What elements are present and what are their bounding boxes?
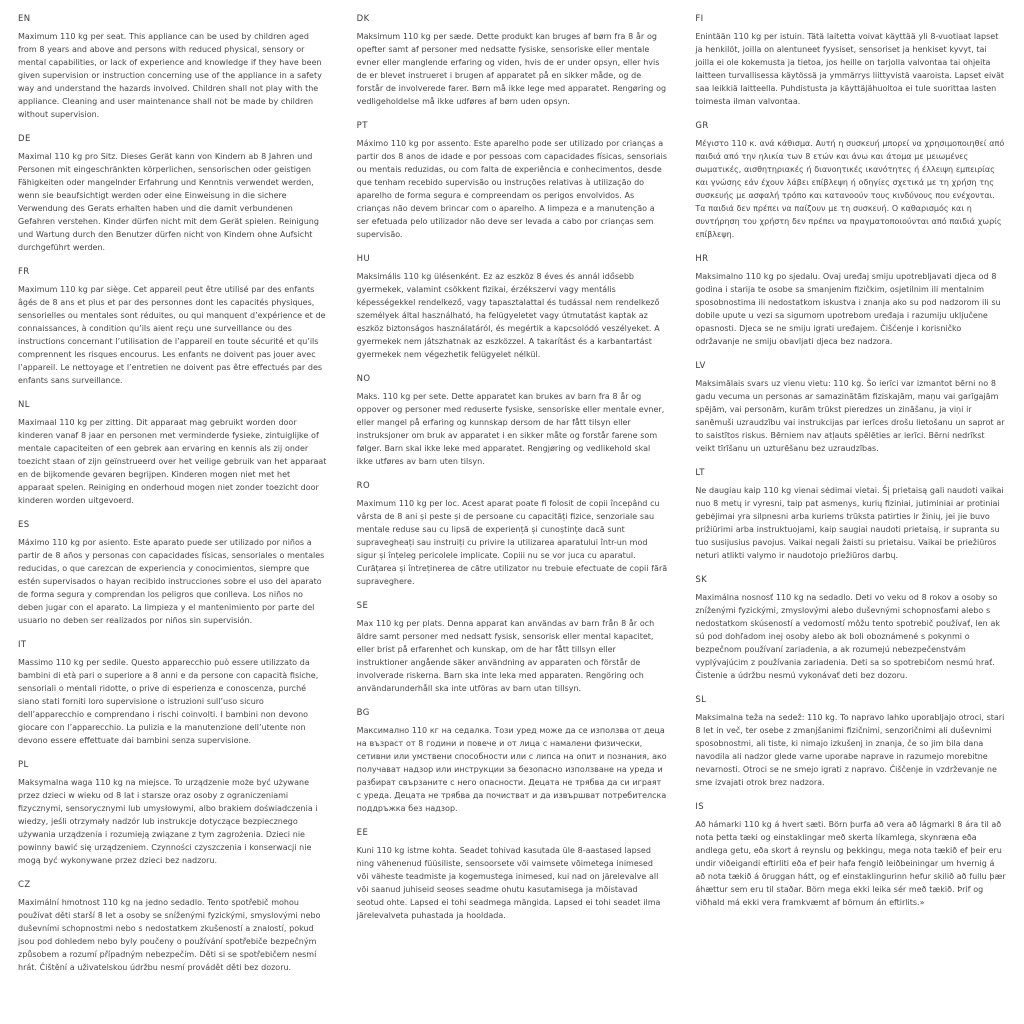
instruction-text: Maximum 110 kg per seat. This appliance can be used by children aged from 8 years and above and persons with reduced physical, sensory or mental capabilities, or lack of experience and knowledge if they have been given supervision or instruction concerning use of the appliance in a safety way and understand the hazards involved. Children shall not play with the appliance. Cleaning and user maintenance shall not be made by children without supervision. (18, 32, 322, 119)
language-code: BG (356, 708, 370, 718)
lang-section-se (357, 601, 668, 695)
language-code: HU (356, 254, 371, 264)
language-code: IT (18, 640, 27, 650)
lang-section-de (18, 134, 329, 254)
lang-section-dk (357, 14, 668, 108)
instruction-text: Maksimális 110 kg ülésenként. Ez az eszköz 8 éves és annál idősebb gyermekek, valamint csökkent fizikai, érzékszervi vagy mentális képességekkel rendelkező, vagy tapasztalattal és tudással nem rendelkező személyek által használható, ha felügyeletet vagy útmutatást kaptak az eszköz biztonságos használatáról, és megértik a kapcsolódó veszélyeket. A gyermekek nem játszhatnak az eszközzel. A takarítást és a karbantartást gyermekek nem végezhetik felügyelet nélkül. (356, 272, 660, 359)
instruction-text: Máximo 110 kg por assento. Este aparelho pode ser utilizado por crianças a partir dos 8 anos de idade e por pessoas com capacidades físicas, sensoriais ou mentais reduzidas, ou com falta de experiência e conhecimentos, desde que tenham recebido supervisão ou instruções relativas à utilização do aparelho de forma segura e compreendam os perigos envolvidos. As crianças não devem brincar com o aparelho. A limpeza e a manutenção a ser efetuada pelo utilizador não deve ser levada a cabo por crianças sem supervisão. (356, 139, 668, 239)
lang-section-nl (18, 400, 329, 507)
instruction-text: Maks. 110 kg per sete. Dette apparatet kan brukes av barn fra 8 år og oppover og personer med reduserte fysiske, sensoriske eller mentale evner, eller mangel på erfaring og kunnskap dersom de har fått tilsyn eller instruksjoner om bruk av apparatet i en sikker måte og forstår farene som følger. Barn skal ikke leke med apparatet. Rengjøring og vedlikehold skal ikke utføres av barn uten tilsyn. (356, 392, 665, 466)
instruction-text: Maximálna nosnosť 110 kg na sedadlo. Deti vo veku od 8 rokov a osoby so zníženými fyzickými, zmyslovými alebo duševnými schopnosťami alebo s nedostatkom skúseností a vedomostí môžu tento spotrebič používať, len ak sú pod dohľadom inej osoby alebo ak boli oboznámené s pokynmi o bezpečnom používaní zariadenia, a ak rozumejú nebezpečenstvám vyplývajúcim z používania zariadenia. Deti sa so spotrebičom nesmú hrať. Čistenie a údržbu nesmú vykonávať deti bez dozoru. (695, 593, 1000, 680)
instruction-text: Maksimalno 110 kg po sjedalu. Ovaj uređaj smiju upotrebljavati djeca od 8 godina i starija te osobe sa smanjenim fizičkim, osjetilnim ili mentalnim sposobnostima ili nedostatkom iskustva i znanja ako su pod nadzorom ili su dobile upute u vezi sa sigurnom upotrebom uređaja i razumiju uključene opasnosti. Djeca se ne smiju igrati uređajem. Čišćenje i korisničko održavanje ne smiju obavljati djeca bez nadzora. (695, 272, 1001, 346)
lang-section-hr (695, 254, 1006, 348)
language-code: SK (695, 575, 708, 585)
language-code: LV (695, 361, 706, 371)
lang-section-es (18, 520, 329, 627)
language-code: LT (695, 468, 705, 478)
language-code: SL (695, 695, 707, 705)
language-code: GR (695, 121, 709, 131)
language-code: RO (356, 481, 371, 491)
instruction-text: Maximum 110 kg par siège. Cet appareil peut être utilisé par des enfants âgés de 8 ans et plus et par des personnes dont les capacités physiques, sensorielles ou mentales sont réduites, ou qui manquent d’expérience et de connaissances, à condition qu’ils aient reçu une surveillance ou des instructions concernant l’utilisation de l’appareil en toute sécurité et qu’ils comprennent les risques encourus. Les enfants ne doivent pas jouer avec l’appareil. Le nettoyage et l’entretien ne doivent pas être effectués par des enfants sans surveillance. (18, 285, 326, 385)
lang-section-en (18, 14, 329, 121)
instruction-text: Maksymalna waga 110 kg na miejsce. To urządzenie może być używane przez dzieci w wieku od 8 lat i starsze oraz osoby z ograniczeniami fizycznymi, sensorycznymi lub umysłowymi, albo brakiem doświadczenia i wiedzy, jeśli otrzymały nadzór lub instrukcje dotyczące bezpiecznego używania urządzenia i rozumieją związane z tym zagrożenia. Dzieci nie powinny bawić się urządzeniem. Czynności czyszczenia i konserwacji nie mogą być wykonywane przez dzieci bez nadzoru. (18, 778, 318, 865)
lang-section-pt (357, 121, 668, 241)
lang-section-pl (18, 760, 329, 867)
instruction-text: Maksimālais svars uz vienu vietu: 110 kg. Šo ierīci var izmantot bērni no 8 gadu vecuma un personas ar samazinātām fiziskajām, maņu vai garīgajām spējām, vai personām, kurām trūkst pieredzes un zināšanu, ja viņi ir sanēmuši uzraudzību vai instrukcijas par ierīces drošu lietošanu un saprot ar to saistītos riskus. Bērniem nav atļauts spēlēties ar ierīci. Bērni nedrīkst veikt tīrīšanu un uzturēšanu bez uzraudzības. (695, 379, 1005, 453)
instruction-text: Enintään 110 kg per istuin. Tätä laitetta voivat käyttää yli 8-vuotiaat lapset ja henkilöt, joilla on alentuneet fyysiset, sensoriset ja henkiset kyvyt, tai joilla ei ole kokemusta ja tietoa, jos heille on tarjolla valvontaa tai ohjeita laitteen turvallisessa käytössä ja ymmärrys liittyvistä vaaroista. Lapset eivät saa leikkiä laitteella. Puhdistusta ja käyttäjähuoltoa ei tule suorittaa lasten toimesta ilman valvontaa. (695, 32, 1004, 106)
lang-section-ee (357, 828, 668, 922)
language-code: PT (356, 121, 368, 131)
lang-section-cz (18, 880, 329, 974)
language-code: CZ (18, 880, 31, 890)
instruction-text: Að hámarki 110 kg á hvert sæti. Börn þurfa að vera að lágmarki 8 ára til að nota þetta tæki og einstaklingar með skerta líkamlega, skynræna eða andlega getu, eða skort á reynslu og þekkingu, mega nota tækið ef þeir eru undir viðeigandi eftirliti eða ef þeir hafa fengið leiðbeiningar um hvernig á að nota tækið á öruggan hátt, og ef einstaklingurinn hefur skilið að fullu þær áhættur sem eru til staðar. Börn mega ekki leika sér með tækið. Þrif og viðhald má ekki vera framkvæmt af börnum án eftirlits.» (695, 820, 1006, 907)
column-2 (357, 14, 668, 935)
instruction-text: Ne daugiau kaip 110 kg vienai sėdimai vietai. Šį prietaisą gali naudoti vaikai nuo 8 metų ir vyresni, taip pat asmenys, kurių fiziniai, jutiminiai ar protiniai gebėjimai yra silpnesni arba kuriems trūksta patirties ir žinių, jei jie buvo prižiūrimi arba instruktuojami, kaip saugiai naudoti prietaisą, ir supranta su tuo susijusius pavojus. Vaikai negali žaisti su prietaisu. Vaikai be priežiūros neturi atlikti valymo ir naudotojo priežiūros darbų. (695, 486, 1004, 560)
instruction-text: Maximum 110 kg per loc. Acest aparat poate fi folosit de copii începând cu vârsta de 8 ani și peste și de persoane cu capacități fizice, senzoriale sau mentale reduse sau cu lipsă de experiență și cunoștințe dacă sunt supravegheați sau instruiți cu privire la utilizarea aparatului într-un mod sigur și înțeleg pericolele implicate. Copiii nu se vor juca cu aparatul. Curățarea și întreținerea de către utilizator nu trebuie efectuate de copii fără supraveghere. (356, 499, 668, 586)
lang-section-fi (695, 14, 1006, 108)
instruction-text: Максимално 110 кг на седалка. Този уред може да се използва от деца на възраст от 8 години и повече и от лица с намалени физически, сетивни или умствени способности или с липса на опит и познания, ако получават надзор или инструкции за безопасно използване на уреда и разбират свързаните с него опасности. Децата не трябва да си играят с уреда. Децата не трябва да почистват и да извършват потребителска поддръжка без надзор. (356, 726, 667, 813)
language-code: ES (18, 520, 30, 530)
lang-section-lt (695, 468, 1006, 562)
instruction-text: Kuni 110 kg istme kohta. Seadet tohivad kasutada üle 8-aastased lapsed ning vähenenud füüsiliste, sensoorsete või vaimsete võimetega inimesed või väheste teadmiste ja kogemustega inimesed, kui nad on järelevalve all või saanud juhiseid seoses seadme ohutu kasutamisega ja mõistavad seotud ohte. Lapsed ei tohi seadmega mängida. Lapsed ei tohi seadet ilma järelevalveta puhastada ja hooldada. (356, 846, 661, 920)
language-code: IS (695, 802, 705, 812)
language-code: DK (356, 14, 370, 24)
lang-section-hu (357, 254, 668, 361)
instruction-text: Maksimalna teža na sedež: 110 kg. To napravo lahko uporabljajo otroci, stari 8 let in več, ter osebe z zmanjšanimi fizičnimi, senzoričnimi ali duševnimi sposobnostmi, ali tiste, ki nimajo izkušenj in znanja, če so jim bila dana navodila ali nadzor glede varne uporabe naprave in razumejo morebitne nevarnosti. Otroci se ne smejo igrati z napravo. Čiščenje in vzdrževanje ne sme izvajati otrok brez nadzora. (695, 713, 1005, 787)
lang-section-is (695, 802, 1006, 909)
lang-section-sl (695, 695, 1006, 789)
language-code: NL (18, 400, 30, 410)
instruction-text: Max 110 kg per plats. Denna apparat kan användas av barn från 8 år och äldre samt personer med nedsatt fysisk, sensorisk eller mental kapacitet, eller brist på erfarenhet och kunskap, om de har fått tillsyn eller instruktioner angående säker användning av apparaten och förstår de involverade riskerna. Barn ska inte leka med apparaten. Rengöring och användarunderhåll ska inte utföras av barn utan tillsyn. (356, 619, 655, 693)
language-code: FR (18, 267, 30, 277)
language-code: EE (356, 828, 369, 838)
lang-section-it (18, 640, 329, 747)
instruction-text: Maximal 110 kg pro Sitz. Dieses Gerät kann von Kindern ab 8 Jahren und Personen mit eingeschränkten körperlichen, sensorischen oder geistigen Fähigkeiten oder mangelnder Erfahrung und Kenntnis verwendet werden, wenn sie beaufsichtigt werden oder eine Einweisung in die sichere Verwendung des Gerats erhalten haben und die damit verbundenen Gefahren verstehen. Kinder dürfen nicht mit dem Gerät spielen. Reinigung und Wartung durch den Benutzer dürfen nicht von Kindern ohne Aufsicht durchgeführt werden. (18, 152, 319, 252)
language-code: FI (695, 14, 704, 24)
lang-section-lv (695, 361, 1006, 455)
lang-section-gr (695, 121, 1006, 241)
language-code: HR (695, 254, 709, 264)
language-code: EN (18, 14, 31, 24)
instruction-text: Massimo 110 kg per sedile. Questo apparecchio può essere utilizzato da bambini di età pari o superiore a 8 anni e da persone con capacità fisiche, sensoriali o mentali ridotte, o prive di esperienza e conoscenza, purché siano stati forniti loro supervisione o istruzioni sull’uso sicuro dell’apparecchio e comprendano i rischi coinvolti. I bambini non devono giocare con l’apparecchio. La pulizia e la manutenzione dell’utente non devono essere effettuate dai bambini senza supervisione. (18, 658, 319, 745)
instruction-text: Máximo 110 kg por asiento. Este aparato puede ser utilizado por niños a partir de 8 años y personas con capacidades físicas, sensoriales o mentales reducidas, o que carezcan de experiencia y conocimientos, siempre que estén supervisados o hayan recibido instrucciones sobre el uso del aparato de forma segura y comprendan los peligros que conlleva. Los niños no deben jugar con el aparato. La limpieza y el mantenimiento por parte del usuario no deben ser realizados por niños sin supervisión. (18, 538, 325, 625)
instruction-text: Maximální hmotnost 110 kg na jedno sedadlo. Tento spotřebič mohou používat děti starší 8 let a osoby se sníženými fyzickými, smyslovými nebo duševními schopnostmi nebo s nedostatkem zkušeností a znalostí, pokud jsou pod dohledem nebo byly poučeny o používání spotřebiče bezpečným způsobem a rozumí případným nebezpečím. Děti si se spotřebičem nesmí hrát. Čištění a uživatelskou údržbu nesmí provádět děti bez dozoru. (18, 898, 321, 972)
language-code: PL (18, 760, 29, 770)
column-1 (18, 14, 329, 987)
lang-section-ro (357, 481, 668, 588)
lang-section-bg (357, 708, 668, 815)
language-code: DE (18, 134, 31, 144)
instruction-text: Maksimum 110 kg per sæde. Dette produkt kan bruges af børn fra 8 år og opefter samt af personer med nedsatte fysiske, sensoriske eller mentale evner eller manglende erfaring og viden, hvis de er under opsyn, eller hvis de er blevet instrueret i brugen af apparatet på en sikker måde, og de forstår de involverede farer. Børn må ikke lege med apparatet. Rengøring og vedligeholdelse må ikke udføres af børn uden opsyn. (356, 32, 667, 106)
lang-section-no (357, 374, 668, 468)
language-code: NO (356, 374, 371, 384)
lang-section-sk (695, 575, 1006, 682)
language-code: SE (356, 601, 369, 611)
instruction-text: Μέγιστο 110 κ. ανά κάθισμα. Αυτή η συσκευή μπορεί να χρησιμοποιηθεί από παιδιά από την ηλικία των 8 ετών και άνω και άτομα με μειωμένες σωματικές, αισθητηριακές ή διανοητικές ικανότητες ή έλλειψη εμπειρίας και γνώσης εάν έχουν λάβει επίβλεψη ή οδηγίες σχετικά με τη χρήση της συσκευής με ασφαλή τρόπο και κατανοούν τους κινδύνους που ενέχονται. Τα παιδιά δεν πρέπει να παίζουν με τη συσκευή. Ο καθαρισμός και η συντήρηση του χρήστη δεν πρέπει να πραγματοποιούνται από παιδιά χωρίς επίβλεψη. (695, 139, 1005, 239)
instruction-text: Maximaal 110 kg per zitting. Dit apparaat mag gebruikt worden door kinderen vanaf 8 jaar en personen met verminderde fysieke, zintuiglijke of mentale capaciteiten of een gebrek aan ervaring en kennis als zij onder toezicht staan of zijn geïnstrueerd over het veilige gebruik van het apparaat en de bijkomende gevaren begrijpen. Kinderen mogen niet met het apparaat spelen. Reiniging en onderhoud mogen niet zonder toezicht door kinderen worden uitgevoerd. (18, 418, 327, 505)
column-3 (695, 14, 1006, 922)
lang-section-fr (18, 267, 329, 387)
